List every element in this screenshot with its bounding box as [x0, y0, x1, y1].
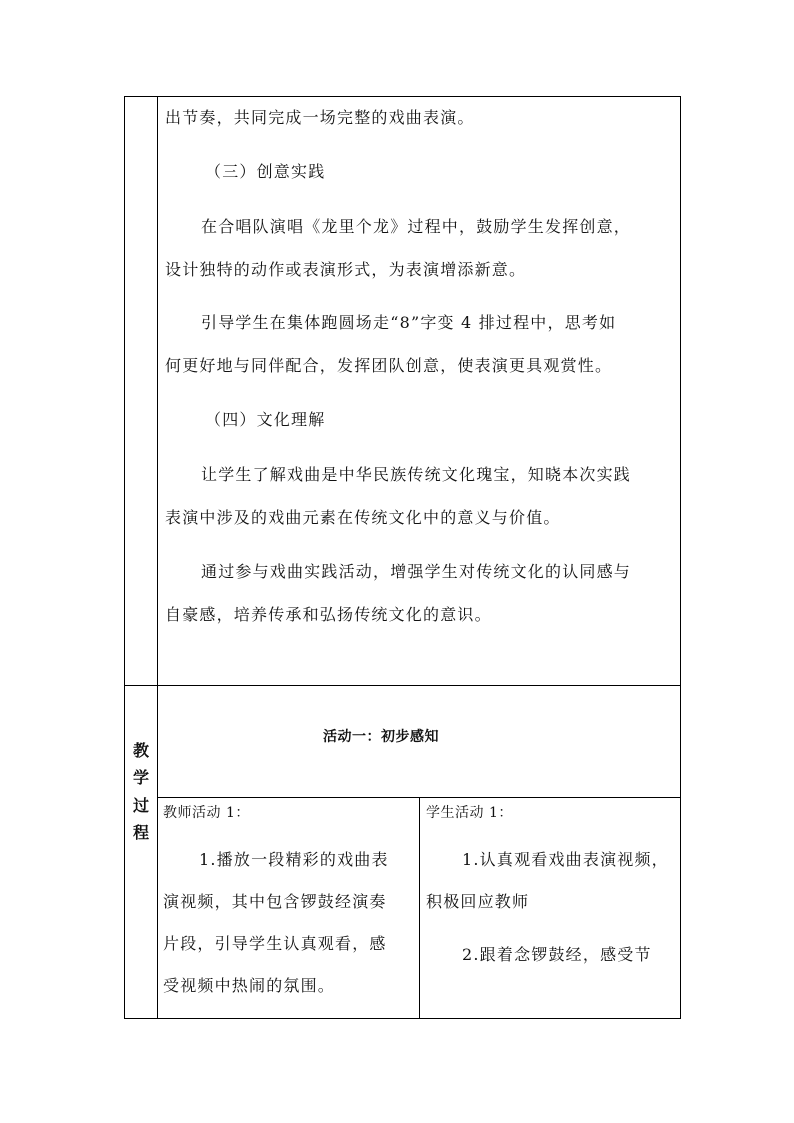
teacher-line: 受视频中热闹的氛围。 [163, 976, 336, 995]
side-char: 教 [132, 741, 149, 760]
row-divider [124, 685, 681, 686]
teacher-line: 片段，引导学生认真观看，感 [163, 934, 387, 953]
teacher-line: 1.播放一段精彩的戏曲表 [199, 850, 389, 869]
text-line: 表演中涉及的戏曲元素在传统文化中的意义与价值。 [165, 508, 561, 527]
teacher-heading: 教师活动 1： [163, 805, 250, 821]
side-column-divider [157, 96, 158, 1019]
student-heading: 学生活动 1： [426, 805, 513, 821]
text-line: 出节奏，共同完成一场完整的戏曲表演。 [165, 108, 475, 127]
student-line: 积极回应教师 [426, 892, 530, 911]
table-bottom-border [124, 1018, 681, 1019]
student-line: 1.认真观看戏曲表演视频， [462, 850, 669, 869]
text-line: 通过参与戏曲实践活动，增强学生对传统文化的认同感与 [201, 562, 632, 581]
activity-column-divider [419, 797, 420, 1019]
activity-title: 活动一：初步感知 [323, 729, 439, 745]
text-line: 让学生了解戏曲是中华民族传统文化瑰宝，知晓本次实践 [201, 465, 632, 484]
side-char: 程 [132, 823, 149, 842]
side-char: 过 [132, 796, 149, 815]
text-line: 在合唱队演唱《龙里个龙》过程中，鼓励学生发挥创意， [201, 217, 632, 236]
section-heading: （四）文化理解 [205, 410, 326, 429]
table-left-border [124, 96, 125, 1019]
table-top-border [124, 96, 681, 97]
side-char: 学 [132, 768, 149, 787]
text-line: 引导学生在集体跑圆场走“8”字变 4 排过程中，思考如 [201, 313, 617, 332]
text-line: 设计独特的动作或表演形式，为表演增添新意。 [165, 260, 527, 279]
student-line: 2.跟着念锣鼓经，感受节 [462, 945, 652, 964]
table-right-border [680, 96, 681, 1019]
text-line: 何更好地与同伴配合，发挥团队创意，使表演更具观赏性。 [165, 356, 613, 375]
section-heading: （三）创意实践 [205, 162, 326, 181]
text-line: 自豪感，培养传承和弘扬传统文化的意识。 [165, 605, 492, 624]
teacher-line: 演视频，其中包含锣鼓经演奏 [163, 892, 387, 911]
